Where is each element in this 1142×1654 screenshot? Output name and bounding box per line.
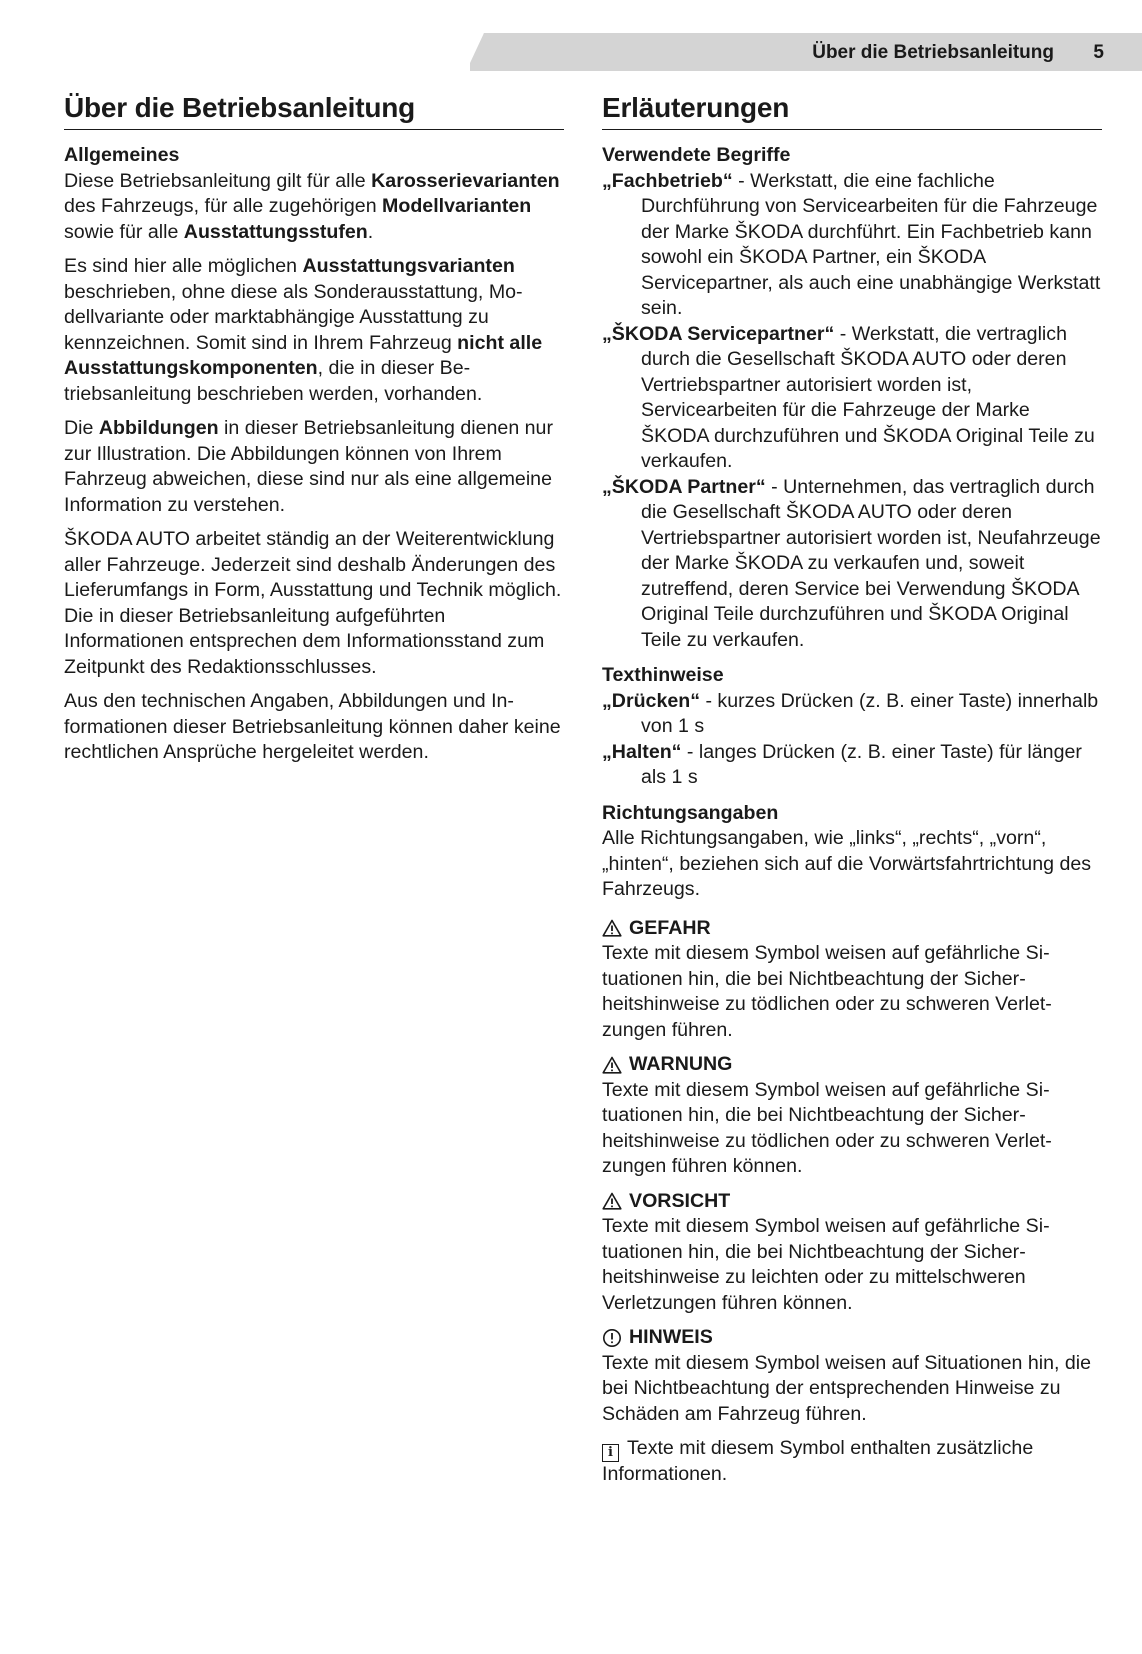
warning-block-vorsicht — [602, 1189, 1102, 1317]
warning-triangle-icon — [602, 1192, 622, 1210]
term-item: „Fachbetrieb“ - Werkstatt, die eine fachliche Durchführung von Servicearbeiten für die Fahrzeuge der Marke ŠKODA durchführt. Ein Fachbetrieb kann sowohl ein ŠKODA Partner, ein ŠKODA Servicepartner, als auch eine unabhängige Werkstatt sein. — [602, 169, 1101, 319]
warning-label: GEFAHR — [629, 916, 711, 939]
terms-heading: Verwendete Begriffe — [602, 144, 791, 166]
exclamation-circle-icon — [602, 1328, 622, 1348]
right-section-title: Erläuterungen — [602, 90, 1102, 130]
notice-label: HINWEIS — [629, 1326, 713, 1348]
left-column — [64, 90, 564, 775]
warning-triangle-icon — [602, 1056, 622, 1074]
term-item: „ŠKODA Partner“ - Unternehmen, das vertraglich durch die Gesellschaft ŠKODA AUTO oder deren Vertriebspartner autorisiert worden ist, Neufahrzeuge der Marke ŠKODA zu verkaufen und, soweit zutreffend, deren Service bei Verwendung ŠKODA Original Teile durchzuführen und ŠKODA Original Teile zu verkaufen. — [602, 475, 1101, 651]
paragraph-illustrations: Die Abbildungen in dieser Betriebsanleitung dienen nur zur Illustration. Die Abbildungen können von Ihrem Fahrzeug abweichen, diese sind nur als eine allgemeine Information zu verstehen. — [64, 417, 553, 516]
terms-list — [602, 169, 1102, 654]
info-text: Texte mit diesem Symbol enthalten zusätzliche Informationen. — [602, 1437, 1034, 1485]
direction-heading: Richtungsangaben — [602, 801, 779, 824]
page-number: 5 — [1093, 42, 1104, 63]
warning-text: Texte mit diesem Symbol weisen auf gefährliche Situationen hin, die bei Nichtbeachtung der Sicherheitshinweise zu leichten oder zu mittelschweren Verletzungen führen können. — [602, 1215, 1050, 1314]
text-hints-heading: Texthinweise — [602, 664, 724, 686]
left-section-title: Über die Betriebsanleitung — [64, 90, 564, 130]
notice-block-hinweis — [602, 1325, 1102, 1427]
right-column — [602, 90, 1102, 1488]
page-header-tab — [470, 33, 1142, 71]
header-title: Über die Betriebsanleitung — [812, 42, 1054, 63]
term-item: „Drücken“ - kurzes Drücken (z. B. einer Taste) innerhalb von 1 s — [602, 689, 1099, 737]
term-item: „Halten“ - langes Drücken (z. B. einer Taste) für länger als 1 s — [602, 740, 1082, 788]
warning-label: WARNUNG — [629, 1053, 733, 1075]
info-block — [602, 1436, 1102, 1488]
paragraph-legal: Aus den technischen Angaben, Abbildungen und Informationen dieser Betriebsanleitung können daher keine rechtlichen Ansprüche hergeleitet werden. — [64, 690, 561, 763]
warning-text: Texte mit diesem Symbol weisen auf gefährliche Situationen hin, die bei Nichtbeachtung der Sicherheitshinweise zu tödlichen oder zu schweren Verletzungen führen können. — [602, 1078, 1052, 1177]
paragraph-development: ŠKODA AUTO arbeitet ständig an der Weiterentwicklung aller Fahrzeuge. Jederzeit sind deshalb Änderungen des Lieferumfangs in Form, Ausstattung und Technik möglich. Die in dieser Betriebsanleitung aufgeführten Informationen entsprechen dem Informationsstand zum Zeitpunkt des Redaktionsschlusses. — [64, 528, 562, 678]
term-item: „ŠKODA Servicepartner“ - Werkstatt, die vertraglich durch die Gesellschaft ŠKODA AUTO oder deren Vertriebspartner autorisiert worden ist, Servicearbeiten für die Fahrzeuge der Marke ŠKODA durchzuführen und ŠKODA Original Teile zu verkaufen. — [602, 322, 1095, 472]
warning-triangle-icon — [602, 919, 622, 937]
direction-text: Alle Richtungsangaben, wie „links“, „rechts“, „vorn“, „hinten“, beziehen sich auf die Vorwärtsfahrtrichtung des Fahrzeugs. — [602, 827, 1092, 900]
general-heading: Allgemeines — [64, 144, 180, 166]
warning-label: VORSICHT — [629, 1189, 731, 1212]
info-icon: i — [602, 1444, 619, 1462]
paragraph-equipment: Es sind hier alle möglichen Ausstattungsvarianten beschrieben, ohne diese als Sonderausstattung, Modellvariante oder marktabhängige Ausstattung zu kennzeichnen. Somit sind in Ihrem Fahrzeug nicht alle Ausstattungskomponenten, die in dieser Betriebsanleitung beschrieben werden, vorhanden. — [64, 255, 543, 405]
notice-text: Texte mit diesem Symbol weisen auf Situationen hin, die bei Nichtbeachtung der entsprechenden Hinweise zu Schäden am Fahrzeug führen. — [602, 1351, 1092, 1425]
paragraph-validity: Diese Betriebsanleitung gilt für alle Karosserievarianten des Fahrzeugs, für alle zugehörigen Modellvarianten sowie für alle Ausstattungsstufen. — [64, 169, 560, 243]
text-hints-list — [602, 689, 1102, 791]
warning-text: Texte mit diesem Symbol weisen auf gefährliche Situationen hin, die bei Nichtbeachtung der Sicherheitshinweise zu tödlichen oder zu schweren Verletzungen führen. — [602, 942, 1052, 1041]
warning-block-warnung — [602, 1052, 1102, 1180]
warning-block-gefahr — [602, 916, 1102, 1044]
